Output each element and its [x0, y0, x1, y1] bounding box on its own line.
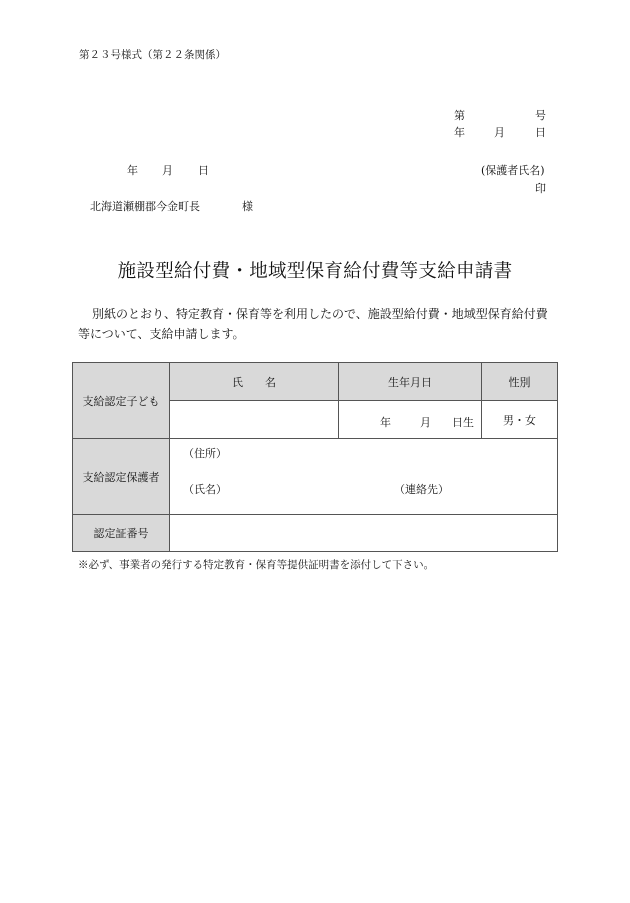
- child-sex-field[interactable]: [482, 401, 558, 439]
- document-number-suffix: 号: [535, 109, 546, 122]
- issue-date-day: 日: [535, 126, 546, 139]
- application-date-year: 年: [127, 164, 138, 177]
- name-header: 氏 名: [232, 375, 276, 389]
- dob-day-label: 日生: [452, 416, 474, 429]
- address-label: （住所）: [183, 447, 227, 460]
- guardian-label-cell: [73, 439, 170, 515]
- dob-header: 生年月日: [388, 375, 432, 389]
- name-header-cell: [170, 363, 339, 401]
- table-row: [73, 363, 558, 401]
- cert-number-field[interactable]: [170, 515, 558, 552]
- footnote: ※必ず、事業者の発行する特定教育・保育等提供証明書を添付して下さい。: [78, 559, 435, 571]
- seal-label: 印: [535, 182, 546, 195]
- child-label-cell: [73, 363, 170, 439]
- table-row: [73, 515, 558, 552]
- cert-label: 認定証番号: [93, 527, 149, 540]
- addressee: 北海道瀬棚郡今金町長: [90, 200, 200, 213]
- child-name-field[interactable]: [170, 401, 339, 439]
- body-paragraph: 別紙のとおり、特定教育・保育等を利用したので、施設型給付費・地域型保育給付費等について、支給申請します。: [78, 307, 548, 341]
- child-dob-field[interactable]: [339, 401, 482, 439]
- cert-label-cell: [73, 515, 170, 552]
- guardian-info-field[interactable]: [170, 439, 558, 515]
- dob-month-label: 月: [420, 416, 431, 429]
- application-date-month: 月: [162, 164, 173, 177]
- sex-header-cell: [482, 363, 558, 401]
- application-date-day: 日: [198, 164, 209, 177]
- document-title: 施設型給付費・地域型保育給付費等支給申請書: [117, 261, 513, 282]
- dob-header-cell: [339, 363, 482, 401]
- guardian-name-field-label: （氏名）: [183, 483, 227, 496]
- guardian-label: 支給認定保護者: [82, 470, 160, 484]
- document-number-prefix: 第: [454, 109, 465, 122]
- issue-date-year: 年: [454, 126, 465, 139]
- table-row: [73, 439, 558, 515]
- guardian-name-label: (保護者氏名): [481, 164, 545, 177]
- sex-header: 性別: [508, 375, 531, 389]
- application-table: [72, 362, 558, 552]
- issue-date-month: 月: [494, 126, 505, 139]
- sex-options: 男・女: [503, 413, 536, 427]
- dob-year-label: 年: [380, 416, 391, 429]
- child-label: 支給認定子ども: [82, 394, 160, 408]
- contact-label: （連絡先）: [394, 483, 449, 496]
- honorific: 様: [242, 200, 253, 213]
- form-number: 第２３号様式（第２２条関係）: [79, 49, 226, 61]
